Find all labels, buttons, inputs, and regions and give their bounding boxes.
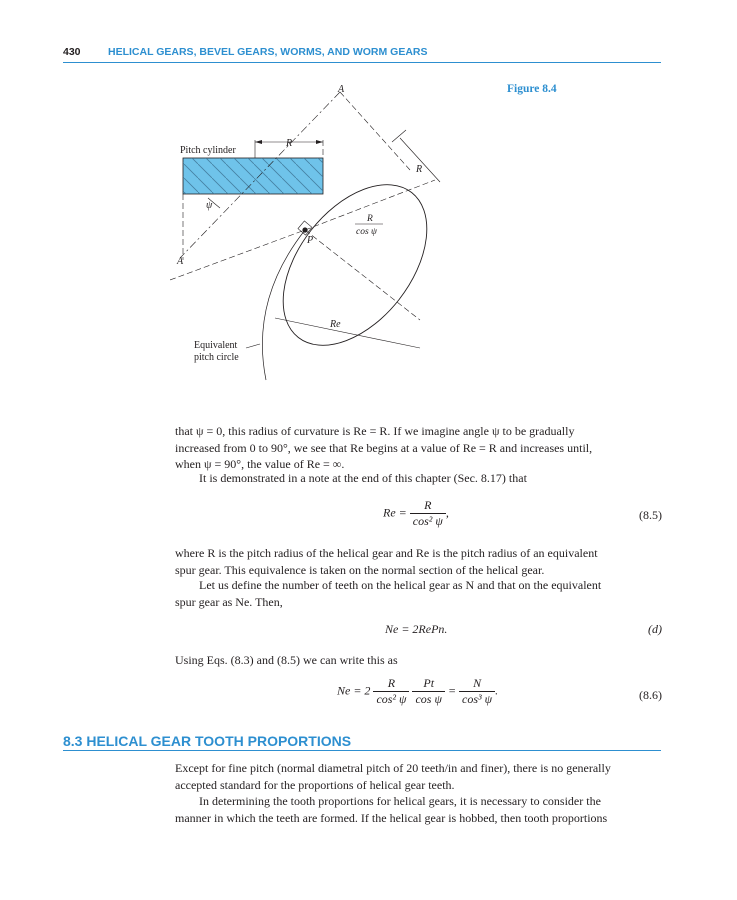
eq86-lhs: Ne = 2 (337, 683, 371, 698)
equivalent-pointer (246, 344, 260, 348)
cylinder-hatching (183, 158, 323, 194)
label-a-top: A (338, 84, 345, 95)
label-r-right: R (416, 164, 423, 175)
figure-diagram (170, 80, 470, 390)
eq86-fraction-2 (412, 676, 444, 707)
eq85-number: (8.5) (639, 508, 662, 522)
eq86-fraction-3 (459, 676, 495, 707)
page-number: 430 (63, 46, 81, 58)
figure-label: Figure 8.4 (507, 83, 557, 95)
paragraph-curvature (175, 423, 662, 473)
eq86-fraction-1 (373, 676, 409, 707)
eq86-f2-den: cos ψ (415, 692, 442, 706)
section-heading: 8.3 HELICAL GEAR TOOTH PROPORTIONS (63, 733, 661, 751)
p7-line-1: In determining the tooth proportions for helical gears, it is necessary to consider the (199, 794, 601, 808)
p4-line-1: Let us define the number of teeth on the helical gear as N and that on the equivalent (199, 578, 602, 592)
paragraph-determining (175, 793, 662, 826)
equation-8-5 (383, 498, 449, 529)
paragraph-using: Using Eqs. (8.3) and (8.5) we can write this as (175, 653, 398, 667)
p6-line-1: Except for fine pitch (normal diametral pitch of 20 teeth/in and finer), there is no generally (175, 761, 611, 775)
p1-line-1: that ψ = 0, this radius of curvature is Re = R. If we imagine angle ψ to be gradually (175, 424, 575, 438)
paragraph-fine-pitch (175, 760, 662, 793)
eq86-f1-num: R (373, 676, 409, 692)
equation-d: Ne = 2RePn. (385, 622, 448, 636)
eq86-number: (8.6) (639, 688, 662, 702)
eq86-tail: . (495, 683, 499, 698)
label-equivalent-1: Equivalent (194, 340, 238, 351)
eq86-equals: = (447, 683, 457, 698)
p6-line-2: accepted standard for the proportions of helical gear teeth. (175, 777, 455, 792)
p3-line-1: where R is the pitch radius of the helical gear and Re is the pitch radius of an equivalent (175, 546, 598, 560)
paragraph-define (175, 577, 662, 610)
paragraph-where (175, 545, 662, 578)
running-title: HELICAL GEARS, BEVEL GEARS, WORMS, AND WORM GEARS (108, 46, 428, 58)
p1-line-3: when ψ = 90°, the value of Re = ∞. (175, 457, 345, 471)
eq85-lhs: Re = (383, 505, 407, 520)
equation-8-6 (337, 676, 498, 707)
p3-line-2: spur gear. This equivalence is taken on the normal section of the helical gear. (175, 562, 545, 577)
p4-line-2: spur gear as Ne. Then, (175, 594, 283, 609)
label-r-frac-num: R (367, 214, 373, 224)
label-p: P (307, 235, 314, 246)
label-r-top: R (286, 138, 293, 149)
point-p (302, 227, 307, 232)
re-line (275, 318, 420, 348)
label-r-frac-den: cos ψ (356, 227, 377, 237)
label-equivalent-2: pitch circle (194, 352, 239, 363)
eq85-fraction (410, 498, 446, 529)
eq85-den: cos² ψ (412, 514, 443, 528)
eq86-f3-den: cos³ ψ (462, 692, 493, 706)
eq86-f3-num: N (459, 676, 495, 692)
running-head (63, 44, 661, 63)
eq85-tail: , (445, 505, 449, 520)
section-line-right (340, 92, 410, 170)
label-re: Re (330, 319, 341, 330)
label-a-left: A (177, 256, 184, 267)
eq85-num: R (410, 498, 446, 514)
eq86-f1-den: cos² ψ (376, 692, 407, 706)
centerline-lower (305, 230, 420, 320)
p1-line-2: increased from 0 to 90°, we see that Re begins at a value of Re = R and increases until, (175, 440, 593, 455)
centerline-left (170, 230, 305, 280)
eqd-number: (d) (648, 622, 662, 636)
r-right-dimension (400, 138, 440, 182)
eq86-f2-num: Pt (412, 676, 444, 692)
label-psi: ψ (206, 200, 213, 211)
label-pitch-cylinder: Pitch cylinder (180, 145, 236, 156)
p7-line-2: manner in which the teeth are formed. If the helical gear is hobbed, then tooth proportions (175, 810, 608, 825)
paragraph-note: It is demonstrated in a note at the end of this chapter (Sec. 8.17) that (199, 471, 527, 485)
